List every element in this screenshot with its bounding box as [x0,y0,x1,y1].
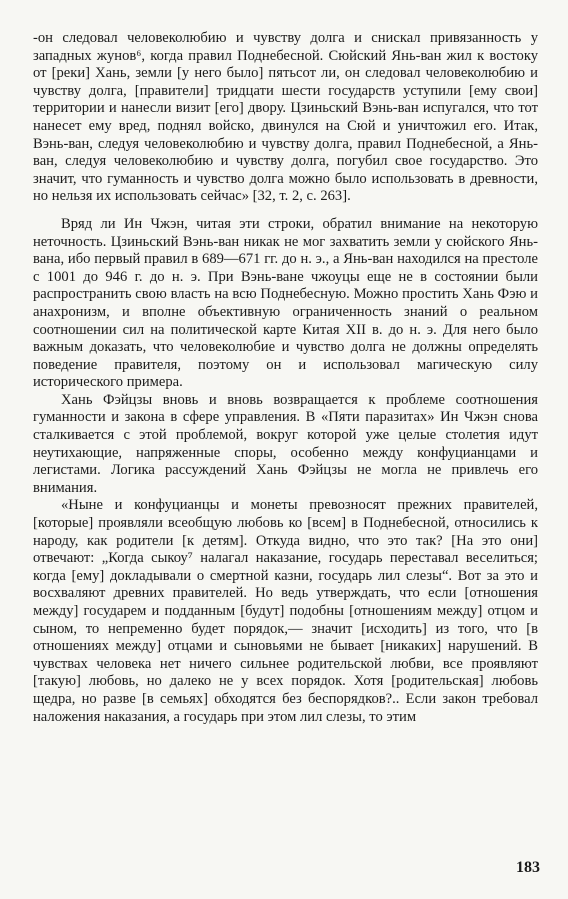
page-number: 183 [516,859,540,876]
paragraph-3: Хань Фэйцзы вновь и вновь возвращается к проблеме соотношения гуманности и закона в сфере управления. В «Пяти паразитах» Ин Чжэн снова сталкивается с этой проблемой, вокруг которой уже целые столетия идут неутихающие, напряженные споры, особенно между конфуцианцами и легистами. Логика рассуждений Хань Фэйцзы не могла не привлечь его внимания. [33,391,538,496]
page-text [33,30,538,726]
paragraph-1: -он следовал человеколюбию и чувству долга и снискал привязанность у западных жунов⁶, когда правил Поднебесной. Сюйский Янь-ван жил к востоку от [реки] Хань, земли [у него было] пятьсот ли, он следовал человеколюбию и чувству долга, [правители] тридцати шести государств уступили [ему свои] территории и нанесли визит [его] двору. Цзиньский Вэнь-ван испугался, что тот нанесет ему вред, поднял войско, двинулся на Сюй и уничтожил его. Итак, Вэнь-ван, следуя человеколюбию и чувству долга, правил Поднебесной, а Янь-ван, следуя человеколюбию и чувству долга, погубил свое государство. Это значит, что гуманность и чувство долга можно было использовать в древности, но нельзя их использовать сейчас» [32, т. 2, с. 263]. [33,30,538,205]
paragraph-gap [33,206,538,216]
paragraph-4: «Ныне и конфуцианцы и монеты превозносят прежних правителей, [которые] проявляли всеобщую любовь ко [всем] в Поднебесной, относились к народу, как родители [к детям]. Откуда видно, что это так? [На это они] отвечают: „Когда сыкоу⁷ налагал наказание, государь переставал веселиться; когда [ему] докладывали о смертной казни, государь лил слезы“. Вот за это и восхваляют древних правителей. Но ведь утверждать, что если [отношения между] государем и подданным [будут] подобны [отношениям между] отцом и сыном, то непременно будет порядок,— значит [исходить] из того, что [в отношениях между] отцами и сыновьями не бывает [никаких] нарушений. В чувствах человека нет ничего сильнее родительской любви, все проявляют [такую] любовь, но далеко не у всех порядок. Хотя [родительская] любовь щедра, но разве [в семьях] обходятся без беспорядков?.. Если закон требовал наложения наказания, а государь при этом лил слезы, то этим [33,497,538,725]
paragraph-2: Вряд ли Ин Чжэн, читая эти строки, обратил внимание на некоторую неточность. Цзиньский Вэнь-ван никак не мог захватить земли у сюйского Янь-вана, ибо первый правил в 689—671 гг. до н. э., а Янь-ван находился на престоле с 1001 до 946 г. до н. э. При Вэнь-ване чжоуцы еще не в состоянии были распространить свою власть на всю Поднебесную. Можно простить Хань Фэю и анахронизм, и вполне объективную ограниченность знаний о реальном соотношении сил на политической карте Китая XII в. до н. э. Для него было важным доказать, что человеколюбие и чувство долга не должны определять поведение правителя, поэтому он и использовал магическую силу исторического примера. [33,215,538,391]
